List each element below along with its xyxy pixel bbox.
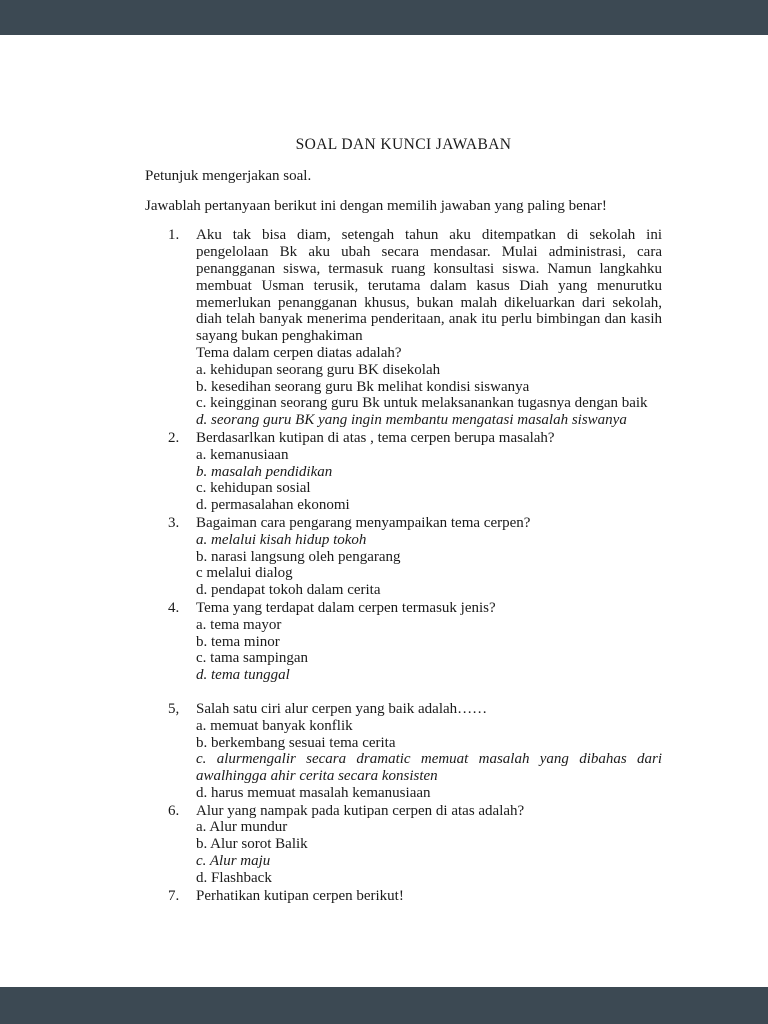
question-2-option-c: c. kehidupan sosial [196, 480, 311, 497]
question-5-prompt: Salah satu ciri alur cerpen yang baik adalah…… [196, 700, 488, 717]
question-7 [145, 888, 662, 905]
question-4-prompt: Tema yang terdapat dalam cerpen termasuk jenis? [196, 599, 496, 616]
viewer-bottom-bar [0, 987, 768, 1024]
question-5 [145, 701, 662, 802]
instructions-line-2: Jawablah pertanyaan berikut ini dengan memilih jawaban yang paling benar! [145, 197, 607, 214]
question-3 [145, 515, 662, 599]
question-5-option-b: b. berkembang sesuai tema cerita [196, 734, 396, 751]
question-7-number: 7. [168, 887, 180, 904]
question-2 [145, 430, 662, 514]
question-1-number: 1. [168, 227, 180, 244]
page-title: SOAL DAN KUNCI JAWABAN [295, 136, 512, 153]
question-4-option-c: c. tama sampingan [196, 650, 309, 667]
question-6-option-b: b. Alur sorot Balik [196, 836, 308, 853]
instructions-line-1: Petunjuk mengerjakan soal. [145, 167, 312, 184]
question-6-prompt: Alur yang nampak pada kutipan cerpen di atas adalah? [196, 802, 525, 819]
question-4-number: 4. [168, 599, 180, 616]
question-6-number: 6. [168, 802, 180, 819]
question-3-option-a: a. melalui kisah hidup tokoh [196, 531, 367, 548]
question-5-option-d: d. harus memuat masalah kemanusiaan [196, 784, 431, 801]
question-4 [145, 600, 662, 684]
question-7-prompt: Perhatikan kutipan cerpen berikut! [196, 887, 404, 904]
question-4-body [196, 600, 662, 684]
question-4-option-a: a. tema mayor [196, 616, 282, 633]
question-2-number: 2. [168, 429, 180, 446]
question-5-option-a: a. memuat banyak konflik [196, 717, 353, 734]
question-1-option-b: b. kesedihan seorang guru Bk melihat kondisi siswanya [196, 378, 530, 395]
question-3-option-b: b. narasi langsung oleh pengarang [196, 548, 401, 565]
question-6-body [196, 803, 662, 887]
question-3-prompt: Bagaiman cara pengarang menyampaikan tema cerpen? [196, 514, 531, 531]
question-3-option-d: d. pendapat tokoh dalam cerita [196, 582, 381, 599]
question-5-number: 5, [168, 700, 180, 717]
question-5-body [196, 701, 662, 802]
question-3-body [196, 515, 662, 599]
question-3-number: 3. [168, 514, 180, 531]
question-1 [145, 227, 662, 429]
question-5-option-c: c. alurmengalir secara dramatic memuat masalah yang dibahas dari awalhingga ahir cerita secara konsisten [196, 751, 662, 785]
question-6 [145, 803, 662, 887]
page-content [145, 137, 662, 905]
question-6-option-a: a. Alur mundur [196, 819, 288, 836]
question-2-body [196, 430, 662, 514]
question-2-option-d: d. permasalahan ekonomi [196, 497, 350, 514]
question-3-option-c: c melalui dialog [196, 565, 293, 582]
question-7-body [196, 888, 662, 905]
document-page [0, 35, 768, 987]
question-6-option-c: c. Alur maju [196, 853, 271, 870]
question-1-body [196, 227, 662, 429]
question-4-option-d: d. tema tunggal [196, 667, 290, 684]
viewer-top-bar [0, 0, 768, 35]
question-6-option-d: d. Flashback [196, 869, 272, 886]
question-2-option-a: a. kemanusiaan [196, 446, 289, 463]
question-2-prompt: Berdasarlkan kutipan di atas , tema cerpen berupa masalah? [196, 429, 555, 446]
question-2-option-b: b. masalah pendidikan [196, 463, 333, 480]
question-1-option-d: d. seorang guru BK yang ingin membantu mengatasi masalah siswanya [196, 412, 627, 429]
question-1-option-a: a. kehidupan seorang guru BK disekolah [196, 361, 441, 378]
question-1-prompt: Tema dalam cerpen diatas adalah? [196, 344, 402, 361]
question-4-option-b: b. tema minor [196, 633, 280, 650]
question-1-option-c: c. keingginan seorang guru Bk untuk melaksanankan tugasnya dengan baik [196, 395, 648, 412]
question-1-passage: Aku tak bisa diam, setengah tahun aku ditempatkan di sekolah ini pengelolaan Bk aku ubah secara mendasar. Mulai administrasi, cara penangganan siswa, termasuk ruang konsultasi siswa. Namun langkahku membuat Usman terusik, terutama dalam kasus Diah yang menurutku memerlukan penangganan khusus, bukan malah dikeluarkan dari sekolah, diah telah banyak menerima penderitaan, anak itu perlu bimbingan dan kasih sayang bukan penghakiman [196, 227, 662, 345]
